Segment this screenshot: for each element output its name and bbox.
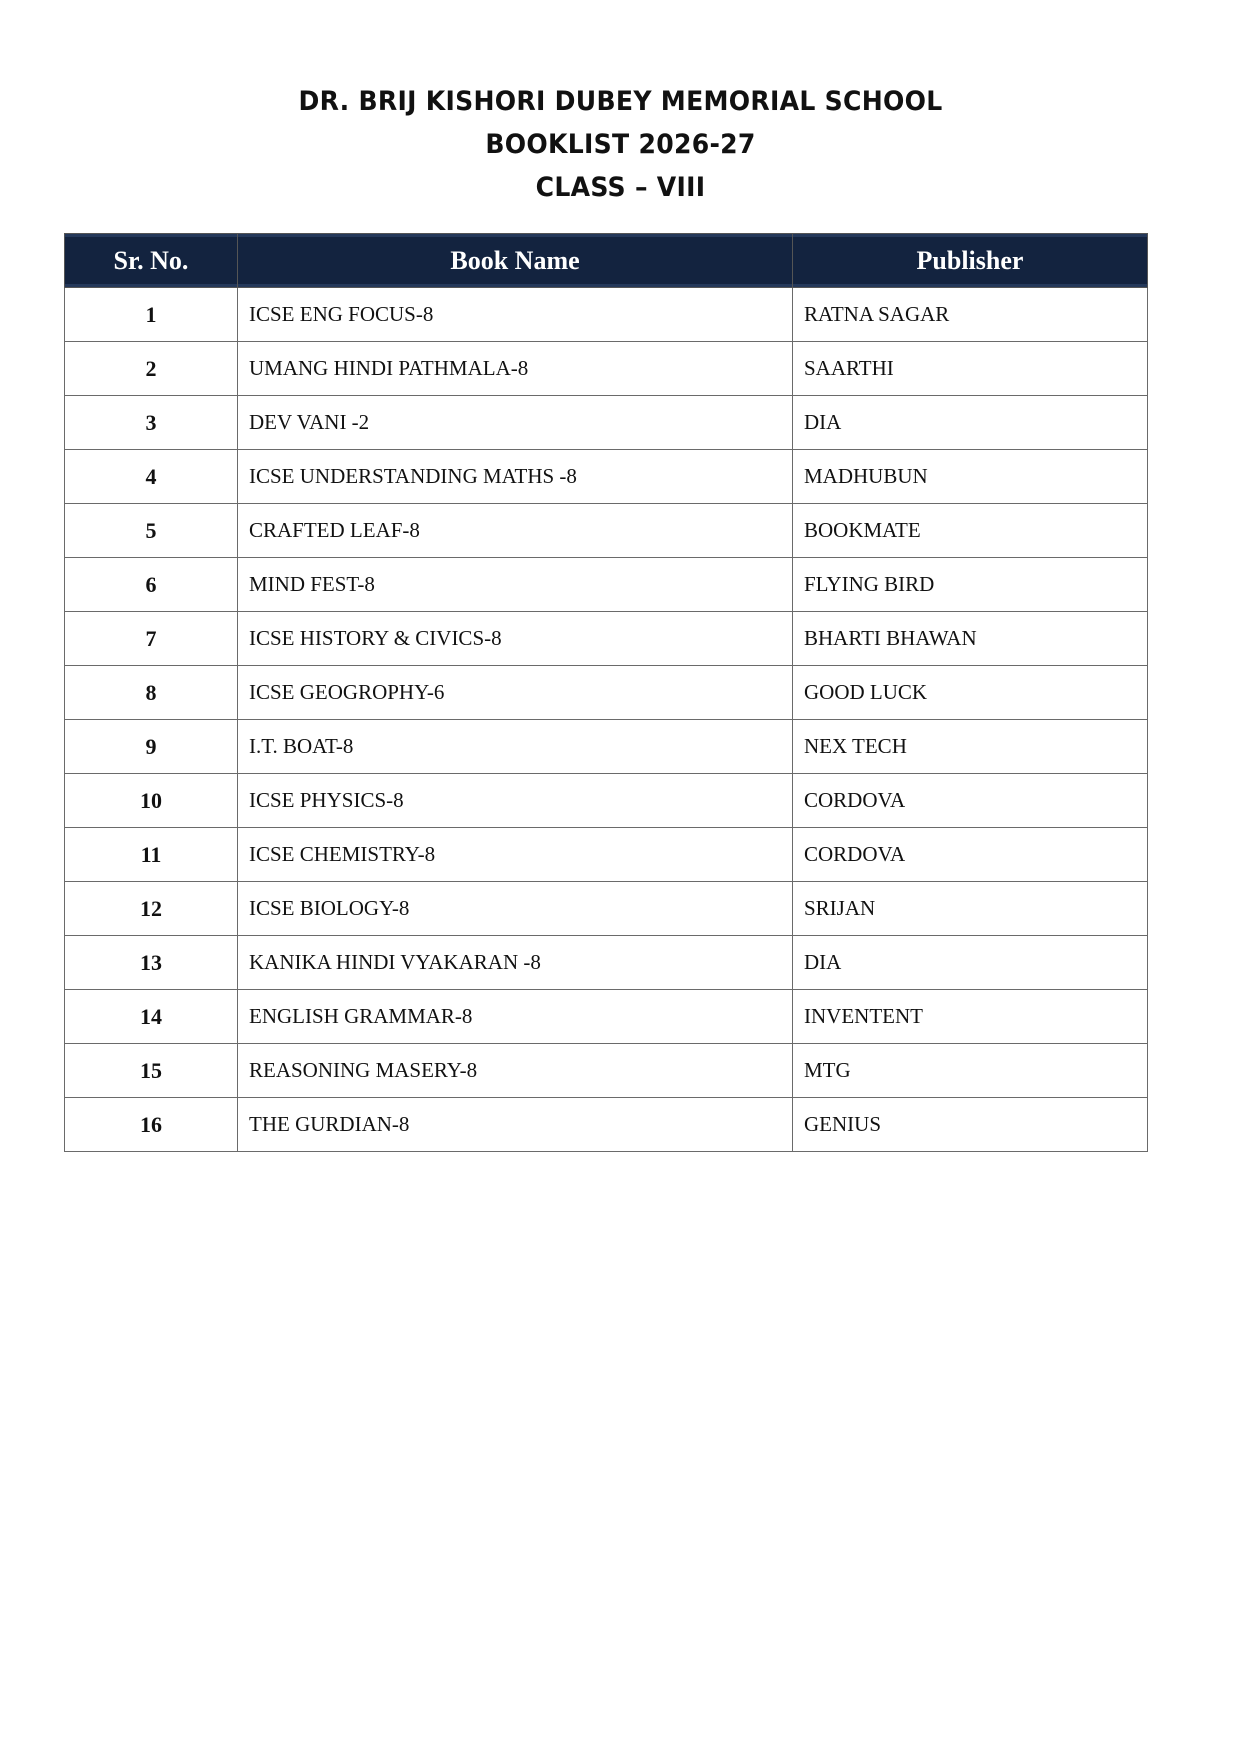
book-name-cell: ICSE GEOGROPHY-6 — [238, 666, 793, 720]
sr-no-cell: 9 — [65, 720, 238, 774]
table-row — [65, 990, 1148, 1044]
publisher-cell: CORDOVA — [793, 828, 1148, 882]
publisher-cell: BHARTI BHAWAN — [793, 612, 1148, 666]
booklist-title: BOOKLIST 2026-27 — [485, 129, 756, 160]
publisher-cell: MADHUBUN — [793, 450, 1148, 504]
sr-no-cell: 1 — [65, 288, 238, 342]
sr-no-cell: 10 — [65, 774, 238, 828]
table-row — [65, 504, 1148, 558]
table-row — [65, 1098, 1148, 1152]
sr-no-cell: 3 — [65, 396, 238, 450]
sr-no-cell: 14 — [65, 990, 238, 1044]
column-header-book-name: Book Name — [238, 234, 793, 288]
book-name-cell: REASONING MASERY-8 — [238, 1044, 793, 1098]
column-header-sr-no: Sr. No. — [65, 234, 238, 288]
book-name-cell: ICSE UNDERSTANDING MATHS -8 — [238, 450, 793, 504]
book-name-cell: DEV VANI -2 — [238, 396, 793, 450]
table-row — [65, 558, 1148, 612]
publisher-cell: DIA — [793, 936, 1148, 990]
sr-no-cell: 8 — [65, 666, 238, 720]
table-row — [65, 612, 1148, 666]
sr-no-cell: 16 — [65, 1098, 238, 1152]
sr-no-cell: 4 — [65, 450, 238, 504]
table-row — [65, 450, 1148, 504]
sr-no-cell: 13 — [65, 936, 238, 990]
publisher-cell: FLYING BIRD — [793, 558, 1148, 612]
table-row — [65, 774, 1148, 828]
publisher-cell: GOOD LUCK — [793, 666, 1148, 720]
book-name-cell: CRAFTED LEAF-8 — [238, 504, 793, 558]
book-name-cell: I.T. BOAT-8 — [238, 720, 793, 774]
publisher-cell: RATNA SAGAR — [793, 288, 1148, 342]
class-label: CLASS – VIII — [535, 172, 706, 203]
school-name: DR. BRIJ KISHORI DUBEY MEMORIAL SCHOOL — [298, 86, 943, 117]
table-row — [65, 342, 1148, 396]
sr-no-cell: 15 — [65, 1044, 238, 1098]
table-row — [65, 666, 1148, 720]
table-row — [65, 828, 1148, 882]
book-name-cell: UMANG HINDI PATHMALA-8 — [238, 342, 793, 396]
book-name-cell: KANIKA HINDI VYAKARAN -8 — [238, 936, 793, 990]
table-row — [65, 720, 1148, 774]
publisher-cell: BOOKMATE — [793, 504, 1148, 558]
book-name-cell: ENGLISH GRAMMAR-8 — [238, 990, 793, 1044]
book-name-cell: ICSE PHYSICS-8 — [238, 774, 793, 828]
booklist-table — [64, 233, 1148, 1152]
sr-no-cell: 12 — [65, 882, 238, 936]
table-header-row — [65, 234, 1148, 288]
book-name-cell: MIND FEST-8 — [238, 558, 793, 612]
table-row — [65, 1044, 1148, 1098]
publisher-cell: INVENTENT — [793, 990, 1148, 1044]
publisher-cell: DIA — [793, 396, 1148, 450]
book-name-cell: ICSE BIOLOGY-8 — [238, 882, 793, 936]
publisher-cell: NEX TECH — [793, 720, 1148, 774]
sr-no-cell: 5 — [65, 504, 238, 558]
book-name-cell: ICSE ENG FOCUS-8 — [238, 288, 793, 342]
book-name-cell: ICSE CHEMISTRY-8 — [238, 828, 793, 882]
table-row — [65, 288, 1148, 342]
table-row — [65, 396, 1148, 450]
sr-no-cell: 7 — [65, 612, 238, 666]
table-row — [65, 936, 1148, 990]
sr-no-cell: 6 — [65, 558, 238, 612]
publisher-cell: CORDOVA — [793, 774, 1148, 828]
publisher-cell: GENIUS — [793, 1098, 1148, 1152]
book-name-cell: THE GURDIAN-8 — [238, 1098, 793, 1152]
table-row — [65, 882, 1148, 936]
column-header-publisher: Publisher — [793, 234, 1148, 288]
document-header — [0, 80, 1241, 209]
publisher-cell: SRIJAN — [793, 882, 1148, 936]
book-name-cell: ICSE HISTORY & CIVICS-8 — [238, 612, 793, 666]
sr-no-cell: 11 — [65, 828, 238, 882]
publisher-cell: MTG — [793, 1044, 1148, 1098]
publisher-cell: SAARTHI — [793, 342, 1148, 396]
sr-no-cell: 2 — [65, 342, 238, 396]
